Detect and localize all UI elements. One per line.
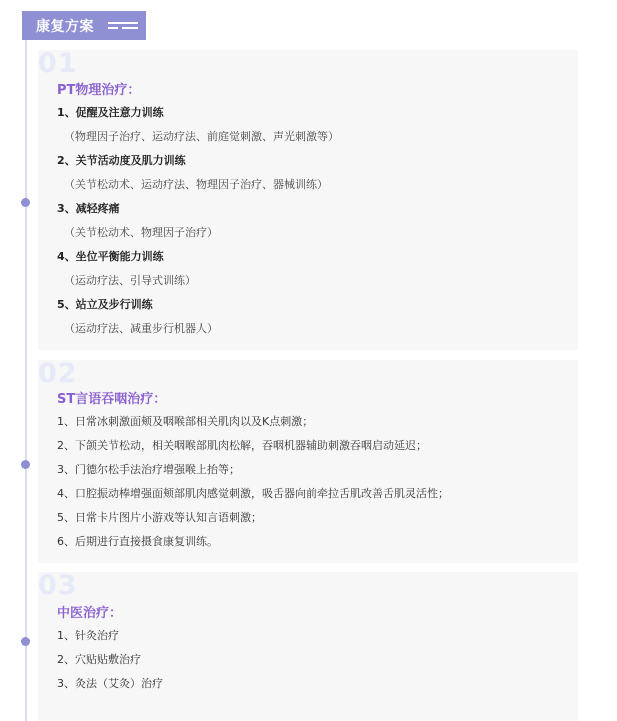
list-item-detail: （关节松动术、运动疗法、物理因子治疗、器械训练） <box>64 178 328 191</box>
section-title: PT物理治疗： <box>57 83 141 98</box>
list-item: 6、后期进行直接摄食康复训练。 <box>57 535 218 548</box>
section-number: 02 <box>38 358 78 389</box>
list-item-detail: （运动疗法、减重步行机器人） <box>64 322 218 335</box>
section-title: ST言语吞咽治疗： <box>57 392 167 407</box>
list-item-heading: 3、减轻疼痛 <box>57 202 120 215</box>
header-decoration-icon <box>108 22 138 30</box>
list-item: 5、日常卡片图片小游戏等认知言语刺激； <box>57 511 262 524</box>
list-item-heading: 5、站立及步行训练 <box>57 298 153 311</box>
list-item-heading: 2、关节活动度及肌力训练 <box>57 154 186 167</box>
list-item-heading: 1、促醒及注意力训练 <box>57 106 164 119</box>
pt-therapy-section <box>38 50 578 350</box>
timeline-dot <box>21 637 30 646</box>
timeline-line <box>25 40 27 721</box>
section-header <box>22 11 146 40</box>
tcm-therapy-section <box>38 572 578 721</box>
section-number: 01 <box>38 48 78 79</box>
list-item: 3、灸法（艾灸）治疗 <box>57 677 163 690</box>
list-item: 1、针灸治疗 <box>57 629 119 642</box>
list-item: 2、穴贴贴敷治疗 <box>57 653 141 666</box>
list-item: 3、门德尔松手法治疗增强喉上抬等； <box>57 463 240 476</box>
list-item: 4、口腔振动棒增强面颊部肌肉感觉刺激，吸舌器向前牵拉舌肌改善舌肌灵活性； <box>57 487 449 500</box>
timeline-dot <box>21 198 30 207</box>
section-title: 中医治疗： <box>57 606 123 621</box>
timeline-dot <box>21 460 30 469</box>
list-item: 1、日常冰刺激面颊及咽喉部相关肌肉以及K点刺激； <box>57 415 314 428</box>
header-title: 康复方案 <box>36 18 94 35</box>
list-item-detail: （运动疗法、引导式训练） <box>64 274 196 287</box>
list-item-heading: 4、坐位平衡能力训练 <box>57 250 164 263</box>
st-therapy-section <box>38 360 578 563</box>
list-item: 2、下颌关节松动，相关咽喉部肌肉松解，吞咽机器辅助刺激吞咽启动延迟； <box>57 439 427 452</box>
section-number: 03 <box>38 570 78 601</box>
list-item-detail: （物理因子治疗、运动疗法、前庭觉刺激、声光刺激等） <box>64 130 339 143</box>
list-item-detail: （关节松动术、物理因子治疗） <box>64 226 218 239</box>
